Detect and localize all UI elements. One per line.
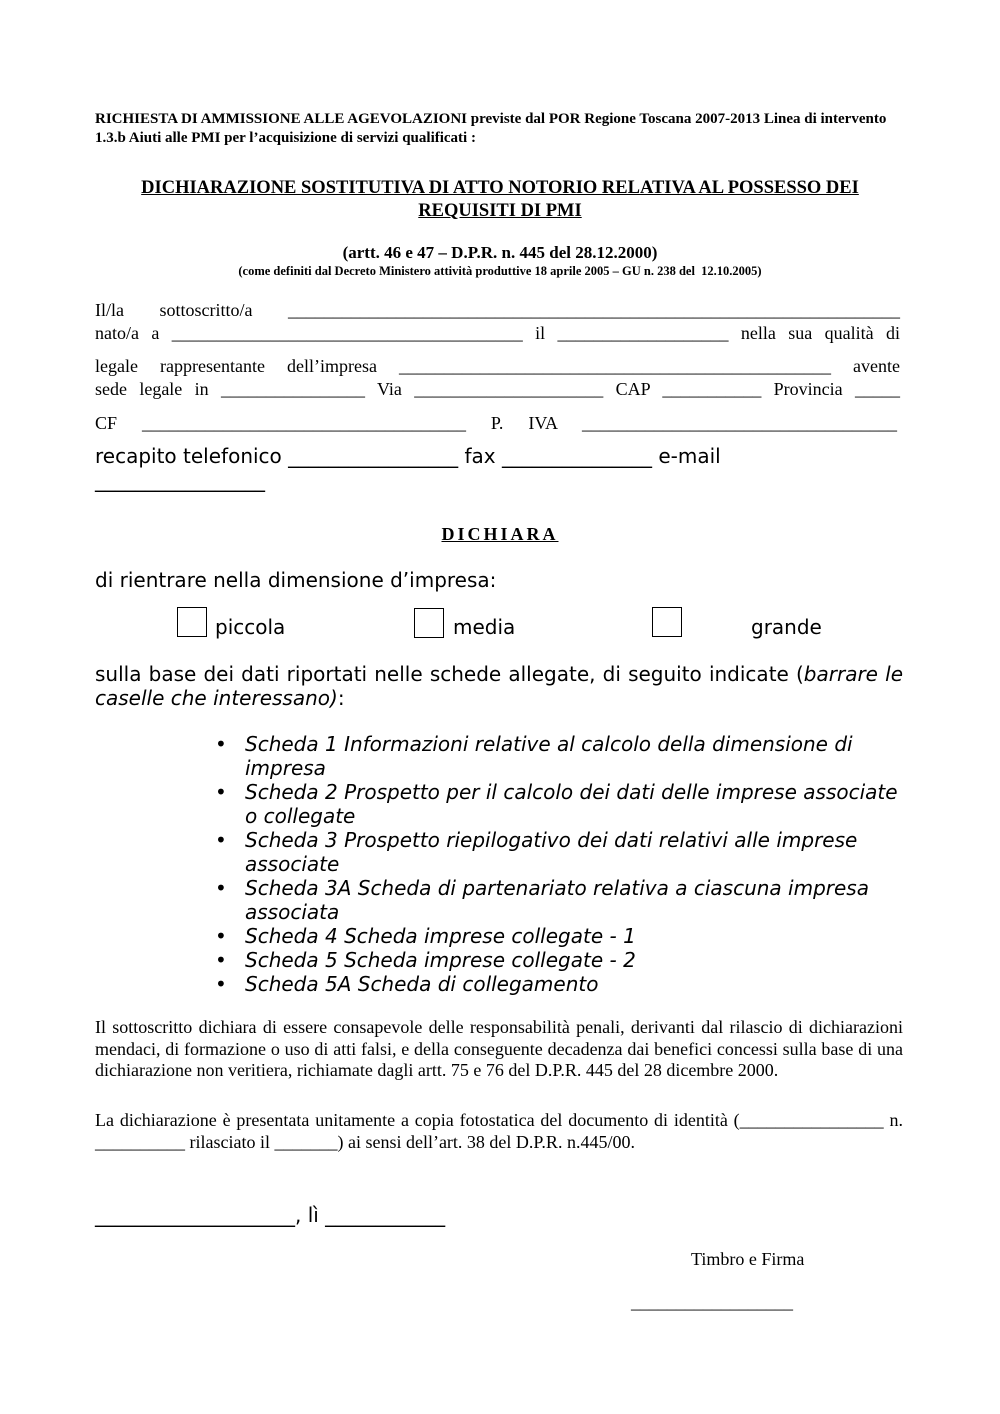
basis-text: sulla base dei dati riportati nelle schede allegate, di seguito indicate ( (95, 662, 804, 686)
document-title: DICHIARAZIONE SOSTITUTIVA DI ATTO NOTORIO RELATIVA AL POSSESSO DEI REQUISITI DI PMI (141, 178, 859, 221)
bullet-icon: • (215, 876, 227, 900)
list-item (215, 876, 905, 924)
field-recapito[interactable]: recapito telefonico _________________ fax _______________ e-mail (95, 444, 721, 468)
list-item (215, 972, 905, 996)
basis-end: : (337, 686, 345, 710)
label-piccola: piccola (215, 615, 286, 639)
scheda-label: Scheda 2 Prospetto per il calcolo dei dati delle imprese associate o collegate (245, 780, 898, 828)
schede-list (215, 732, 905, 996)
checkbox-grande[interactable] (652, 607, 682, 637)
field-sottoscritto[interactable]: Il/la sottoscritto/a ____________________________________________________________________ (95, 300, 900, 320)
scheda-label: Scheda 1 Informazioni relative al calcolo della dimensione di impresa (245, 732, 853, 780)
law-reference: (artt. 46 e 47 – D.P.R. n. 445 del 28.12.2000) (342, 243, 658, 262)
decree-note: (come definiti dal Decreto Ministero attività produttive 18 aprile 2005 – GU n. 238 del 12.10.2005) (238, 264, 762, 278)
basis-italic: barrare le caselle che interessano) (95, 662, 903, 710)
place-date-field[interactable]: ____________________, lì ____________ (95, 1203, 446, 1227)
document-header: RICHIESTA DI AMMISSIONE ALLE AGEVOLAZIONI previste dal POR Regione Toscana 2007-2013 Linea di intervento 1.3.b Aiuti alle PMI per l’acquisizione di servizi qualificati : (95, 111, 887, 146)
signature-line[interactable]: __________________ (631, 1292, 793, 1312)
dichiara-heading: DICHIARA (441, 524, 559, 544)
declaration-paragraph: Il sottoscritto dichiara di essere consapevole delle responsabilità penali, derivanti dal rilascio di dichiarazioni mendaci, di formazione o uso di atti falsi, e della conseguente decadenza dai benefici concessi sulla base di una dichiarazione non veritiera, richiamate dagli artt. 75 e 76 del D.P.R. 445 del 28 dicembre 2000. (95, 1017, 903, 1080)
field-email[interactable]: _________________ (95, 468, 265, 492)
size-intro: di rientrare nella dimensione d’impresa: (95, 568, 497, 592)
field-cf-piva[interactable]: CF ____________________________________ P. IVA ___________________________________ (95, 413, 897, 433)
list-item (215, 924, 905, 948)
field-legale-rappresentante[interactable]: legale rappresentante dell’impresa ________________________________________________ avente (95, 356, 900, 376)
identity-paragraph: La dichiarazione è presentata unitamente a copia fotostatica del documento di identità (________________ n. __________ rilasciato il _______) ai sensi dell’art. 38 del D.P.R. n.445/00. (95, 1110, 903, 1152)
list-item (215, 780, 905, 828)
label-media: media (453, 615, 516, 639)
bullet-icon: • (215, 948, 227, 972)
stamp-signature-label: Timbro e Firma (691, 1249, 805, 1269)
field-nato-il[interactable]: nato/a a _______________________________________ il ___________________ nella sua qualità di (95, 323, 900, 343)
bullet-icon: • (215, 924, 227, 948)
schede-basis (95, 662, 903, 710)
scheda-label: Scheda 5 Scheda imprese collegate - 2 (245, 948, 636, 972)
checkbox-media[interactable] (414, 608, 444, 638)
scheda-label: Scheda 3A Scheda di partenariato relativa a ciascuna impresa associata (245, 876, 869, 924)
field-sede-legale[interactable]: sede legale in ________________ Via _____________________ CAP ___________ Provincia _____ (95, 379, 900, 399)
scheda-label: Scheda 4 Scheda imprese collegate - 1 (245, 924, 636, 948)
bullet-icon: • (215, 780, 227, 804)
list-item (215, 732, 905, 780)
scheda-label: Scheda 3 Prospetto riepilogativo dei dati relativi alle imprese associate (245, 828, 858, 876)
bullet-icon: • (215, 732, 227, 756)
list-item (215, 828, 905, 876)
label-grande: grande (751, 615, 822, 639)
list-item (215, 948, 905, 972)
bullet-icon: • (215, 972, 227, 996)
checkbox-piccola[interactable] (177, 607, 207, 637)
scheda-label: Scheda 5A Scheda di collegamento (245, 972, 599, 996)
bullet-icon: • (215, 828, 227, 852)
